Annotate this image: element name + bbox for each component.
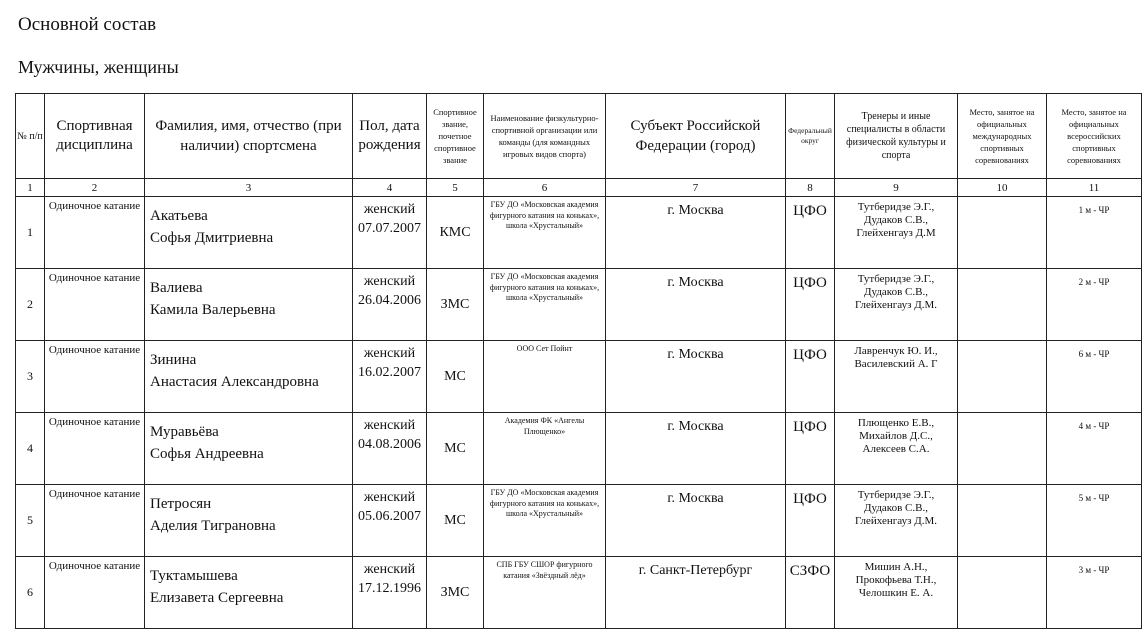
russian-place-cell: 3 м - ЧР — [1047, 557, 1142, 629]
intl-place-cell — [958, 413, 1047, 485]
athlete-given-name: Елизавета Сергеевна — [150, 590, 284, 606]
discipline-cell: Одиночное катание — [45, 557, 145, 629]
birth-date: 26.04.2006 — [358, 293, 421, 308]
col-header-intl: Место, занятое на официальных международных спортивных соревнованиях — [958, 94, 1047, 179]
coach-name: Челошкин Е. А. — [858, 587, 934, 599]
gender-dob-cell — [353, 269, 427, 341]
athlete-surname: Муравьёва — [150, 424, 219, 440]
gender: женский — [363, 274, 416, 289]
coach-name: Алексеев С.А. — [862, 443, 930, 455]
district-cell: ЦФО — [786, 413, 835, 485]
birth-date: 05.06.2007 — [358, 509, 421, 524]
gender: женский — [363, 490, 416, 505]
coach-name: Прокофьева Т.Н., — [855, 574, 937, 586]
athlete-surname: Петросян — [150, 496, 212, 512]
birth-date: 17.12.1996 — [358, 581, 421, 596]
rank-cell: КМС — [427, 197, 484, 269]
intl-place-cell — [958, 485, 1047, 557]
rank-cell: МС — [427, 341, 484, 413]
region-cell: г. Москва — [606, 197, 786, 269]
table-row — [16, 197, 1142, 269]
coach-name: Мишин А.Н., — [864, 561, 928, 573]
table-row — [16, 341, 1142, 413]
column-number: 10 — [958, 179, 1047, 197]
column-number: 6 — [484, 179, 606, 197]
athlete-name-cell — [145, 197, 353, 269]
col-header-district: Федеральный округ — [786, 94, 835, 179]
russian-place-cell: 1 м - ЧР — [1047, 197, 1142, 269]
rank-cell: МС — [427, 413, 484, 485]
birth-date: 16.02.2007 — [358, 365, 421, 380]
coaches-cell — [835, 413, 958, 485]
birth-date: 07.07.2007 — [358, 221, 421, 236]
coach-name: Глейхенгауз Д.М — [856, 227, 936, 239]
row-number: 4 — [16, 413, 45, 485]
organization-cell: ГБУ ДО «Московская академия фигурного катания на коньках», школа «Хрустальный» — [484, 197, 606, 269]
coach-name: Василевский А. Г — [854, 358, 938, 370]
table-row — [16, 269, 1142, 341]
organization-cell: ГБУ ДО «Московская академия фигурного катания на коньках», школа «Хрустальный» — [484, 269, 606, 341]
athlete-given-name: Софья Андреевна — [150, 446, 264, 462]
col-header-discipline: Спортивная дисциплина — [45, 94, 145, 179]
table-row — [16, 485, 1142, 557]
discipline-cell: Одиночное катание — [45, 485, 145, 557]
coach-name: Глейхенгауз Д.М. — [854, 299, 937, 311]
column-number: 1 — [16, 179, 45, 197]
athlete-given-name: Софья Дмитриевна — [150, 230, 274, 246]
gender: женский — [363, 346, 416, 361]
col-header-org: Наименование физкультурно-спортивной организации или команды (для командных игровых видов спорта) — [484, 94, 606, 179]
russian-place-cell: 4 м - ЧР — [1047, 413, 1142, 485]
intl-place-cell — [958, 557, 1047, 629]
organization-cell: ООО Сет Пойнт — [484, 341, 606, 413]
region-cell: г. Москва — [606, 269, 786, 341]
coach-name: Михайлов Д.С., — [859, 430, 933, 442]
coaches-cell — [835, 485, 958, 557]
athlete-name-cell — [145, 269, 353, 341]
table-row — [16, 413, 1142, 485]
coach-name: Дудаков С.В., — [864, 214, 928, 226]
col-header-gender: Пол, дата рождения — [353, 94, 427, 179]
column-number: 8 — [786, 179, 835, 197]
discipline-cell: Одиночное катание — [45, 269, 145, 341]
page-subtitle: Мужчины, женщины — [18, 57, 179, 77]
coach-name: Дудаков С.В., — [864, 286, 928, 298]
organization-cell: СПБ ГБУ СШОР фигурного катания «Звёздный лёд» — [484, 557, 606, 629]
gender-dob-cell — [353, 485, 427, 557]
column-number: 7 — [606, 179, 786, 197]
gender-dob-cell — [353, 197, 427, 269]
discipline-cell: Одиночное катание — [45, 413, 145, 485]
column-number-row — [16, 179, 1142, 197]
discipline-cell: Одиночное катание — [45, 197, 145, 269]
column-number: 9 — [835, 179, 958, 197]
table-row — [16, 557, 1142, 629]
coach-name: Глейхенгауз Д.М. — [854, 515, 937, 527]
athlete-surname: Валиева — [150, 280, 203, 296]
region-cell: г. Москва — [606, 341, 786, 413]
coach-name: Тутберидзе Э.Г., — [857, 201, 935, 213]
column-number: 11 — [1047, 179, 1142, 197]
region-cell: г. Санкт-Петербург — [606, 557, 786, 629]
rank-cell: ЗМС — [427, 269, 484, 341]
column-number: 3 — [145, 179, 353, 197]
athlete-surname: Зинина — [150, 352, 197, 368]
athlete-name-cell — [145, 485, 353, 557]
gender: женский — [363, 562, 416, 577]
athlete-given-name: Анастасия Александровна — [150, 374, 319, 390]
intl-place-cell — [958, 341, 1047, 413]
russian-place-cell: 5 м - ЧР — [1047, 485, 1142, 557]
gender: женский — [363, 418, 416, 433]
coach-name: Дудаков С.В., — [864, 502, 928, 514]
rank-cell: ЗМС — [427, 557, 484, 629]
gender-dob-cell — [353, 413, 427, 485]
intl-place-cell — [958, 269, 1047, 341]
row-number: 1 — [16, 197, 45, 269]
district-cell: ЦФО — [786, 341, 835, 413]
district-cell: ЦФО — [786, 197, 835, 269]
athlete-name-cell — [145, 413, 353, 485]
rank-cell: МС — [427, 485, 484, 557]
coaches-cell — [835, 197, 958, 269]
athlete-name-cell — [145, 341, 353, 413]
col-header-russian: Место, занятое на официальных всероссийских спортивных соревнованиях — [1047, 94, 1142, 179]
organization-cell: ГБУ ДО «Московская академия фигурного катания на коньках», школа «Хрустальный» — [484, 485, 606, 557]
gender-dob-cell — [353, 557, 427, 629]
organization-cell: Академия ФК «Ангелы Плющенко» — [484, 413, 606, 485]
col-header-coaches: Тренеры и иные специалисты в области физической культуры и спорта — [835, 94, 958, 179]
athlete-given-name: Камила Валерьевна — [150, 302, 276, 318]
district-cell: СЗФО — [786, 557, 835, 629]
athlete-name-cell — [145, 557, 353, 629]
discipline-cell: Одиночное катание — [45, 341, 145, 413]
athlete-given-name: Аделия Тиграновна — [150, 518, 276, 534]
gender-dob-cell — [353, 341, 427, 413]
coach-name: Тутберидзе Э.Г., — [857, 273, 935, 285]
row-number: 5 — [16, 485, 45, 557]
col-header-name: Фамилия, имя, отчество (при наличии) спортсмена — [145, 94, 353, 179]
col-header-rank: Спортивное звание, почетное спортивное звание — [427, 94, 484, 179]
roster-table — [15, 93, 1142, 629]
athlete-surname: Акатьева — [150, 208, 208, 224]
athlete-surname: Туктамышева — [150, 568, 238, 584]
coaches-cell — [835, 341, 958, 413]
coach-name: Лавренчук Ю. И., — [854, 345, 938, 357]
district-cell: ЦФО — [786, 269, 835, 341]
column-number: 2 — [45, 179, 145, 197]
region-cell: г. Москва — [606, 485, 786, 557]
region-cell: г. Москва — [606, 413, 786, 485]
gender: женский — [363, 202, 416, 217]
coach-name: Плющенко Е.В., — [857, 417, 935, 429]
district-cell: ЦФО — [786, 485, 835, 557]
intl-place-cell — [958, 197, 1047, 269]
row-number: 6 — [16, 557, 45, 629]
col-header-no: № п/п — [16, 94, 45, 179]
col-header-region: Субъект Российской Федерации (город) — [606, 94, 786, 179]
russian-place-cell: 6 м - ЧР — [1047, 341, 1142, 413]
page-title: Основной состав — [18, 14, 157, 35]
coaches-cell — [835, 557, 958, 629]
row-number: 2 — [16, 269, 45, 341]
russian-place-cell: 2 м - ЧР — [1047, 269, 1142, 341]
coaches-cell — [835, 269, 958, 341]
birth-date: 04.08.2006 — [358, 437, 421, 452]
coach-name: Тутберидзе Э.Г., — [857, 489, 935, 501]
column-number: 4 — [353, 179, 427, 197]
row-number: 3 — [16, 341, 45, 413]
column-number: 5 — [427, 179, 484, 197]
header-row — [16, 94, 1142, 179]
